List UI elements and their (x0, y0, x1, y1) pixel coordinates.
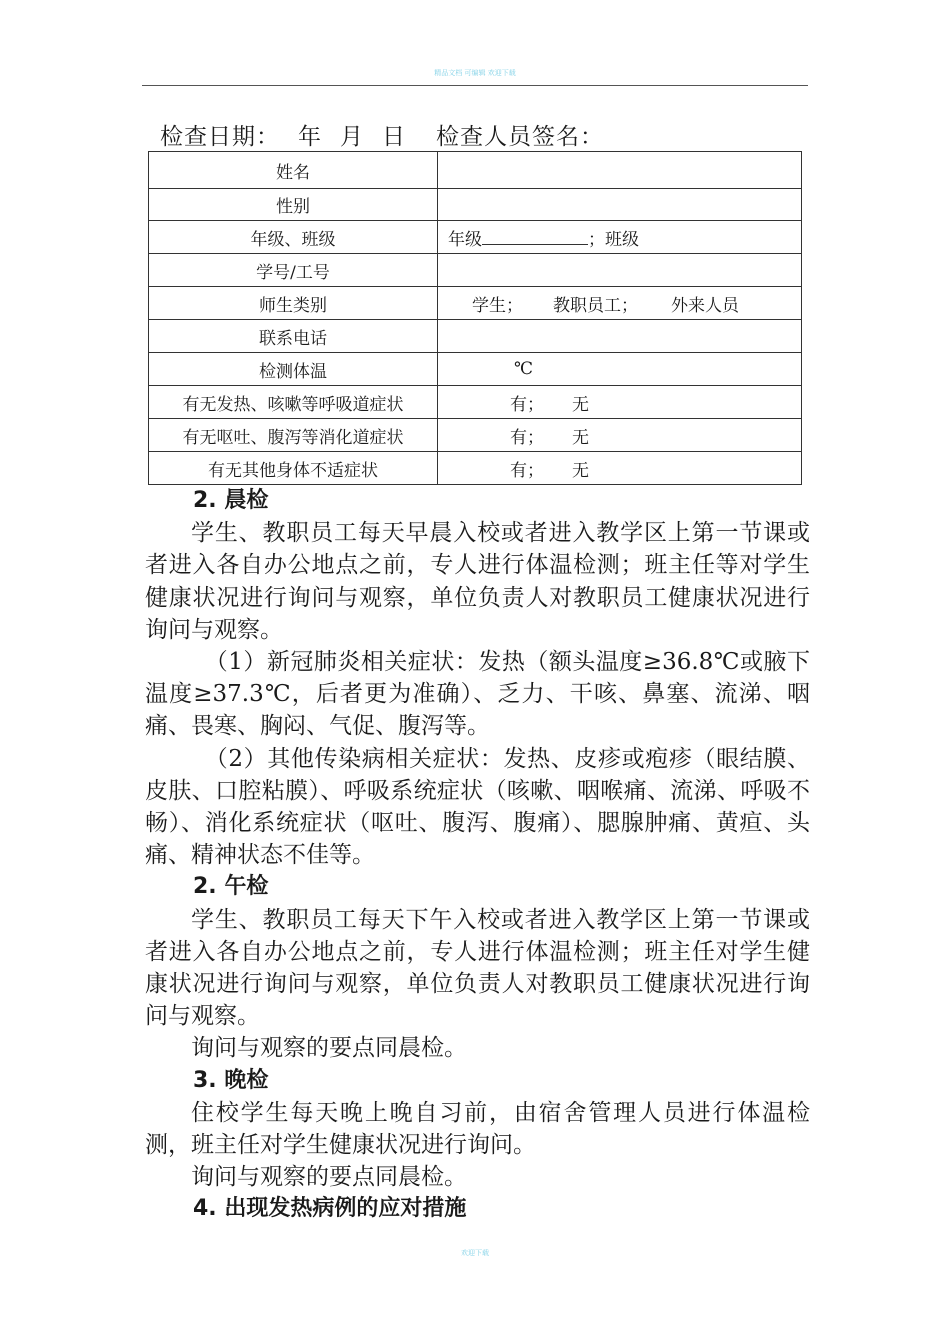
temperature-label: 检测体温 (149, 353, 438, 386)
grade-blank[interactable] (482, 230, 588, 245)
form-row (149, 287, 802, 320)
morning-check-heading: 2. 晨检 (193, 488, 269, 513)
phone-field[interactable] (438, 320, 802, 353)
evening-check-heading: 3. 晚检 (193, 1067, 269, 1093)
noon-check-note: 询问与观察的要点同晨检。 (191, 1035, 467, 1062)
day-label: 日 (382, 124, 406, 150)
month-label: 月 (340, 124, 364, 150)
header-rule (142, 85, 808, 86)
form-row (149, 452, 802, 485)
grade-text: 年级 (448, 229, 482, 250)
form-row (149, 320, 802, 353)
inspection-line (160, 118, 604, 151)
student-id-label: 学号/工号 (149, 254, 438, 287)
other-no-option[interactable]: 无 (572, 460, 589, 481)
document-body (145, 485, 810, 1226)
form-row (149, 254, 802, 287)
noon-check-paragraph: 学生、教职员工每天下午入校或者进入教学区上第一节课或者进入各自办公地点之前，专人进行体温检测；班主任对学生健康状况进行询问与观察，单位负责人对教职员工健康状况进行询问与观察。 (145, 906, 810, 1030)
category-option-staff[interactable]: 教职员工； (553, 295, 638, 316)
other-symptom-label: 有无其他身体不适症状 (149, 452, 438, 485)
digestive-symptom-field (438, 419, 802, 452)
evening-check-note: 询问与观察的要点同晨检。 (191, 1164, 467, 1191)
digestive-no-option[interactable]: 无 (572, 427, 589, 448)
gender-field[interactable] (438, 189, 802, 221)
year-label: 年 (298, 124, 322, 150)
respiratory-yes-option[interactable]: 有； (510, 394, 544, 415)
gender-label: 性别 (149, 189, 438, 221)
covid-symptoms-paragraph: （1）新冠肺炎相关症状：发热（额头温度≥36.8℃或腋下温度≥37.3℃，后者更为准确）、乏力、干咳、鼻塞、流涕、咽痛、畏寒、胸闷、气促、腹泻等。 (145, 649, 810, 740)
footer-watermark: 欢迎下载 (461, 1249, 489, 1257)
evening-check-paragraph: 住校学生每天晚上晚自习前，由宿舍管理人员进行体温检测，班主任对学生健康状况进行询问。 (145, 1099, 810, 1159)
grade-class-label: 年级、班级 (149, 221, 438, 254)
inspector-signature-label: 检查人员签名： (436, 124, 604, 150)
date-label: 检查日期： (160, 124, 280, 150)
celsius-unit: ℃ (514, 359, 534, 379)
respiratory-symptom-field (438, 386, 802, 419)
fever-response-heading: 4. 出现发热病例的应对措施 (193, 1196, 467, 1222)
form-row (149, 386, 802, 419)
category-field (438, 287, 802, 320)
temperature-field[interactable] (438, 353, 802, 386)
respiratory-no-option[interactable]: 无 (572, 394, 589, 415)
phone-label: 联系电话 (149, 320, 438, 353)
category-option-student[interactable]: 学生； (472, 295, 523, 316)
student-id-field[interactable] (438, 254, 802, 287)
morning-check-paragraph: 学生、教职员工每天早晨入校或者进入教学区上第一节课或者进入各自办公地点之前，专人进行体温检测；班主任等对学生健康状况进行询问与观察，单位负责人对教职员工健康状况进行询问与观察。 (145, 520, 810, 643)
respiratory-symptom-label: 有无发热、咳嗽等呼吸道症状 (149, 386, 438, 419)
form-row (149, 353, 802, 386)
category-option-visitor[interactable]: 外来人员 (671, 295, 739, 316)
form-row (149, 221, 802, 254)
category-label: 师生类别 (149, 287, 438, 320)
name-label: 姓名 (149, 152, 438, 189)
form-row (149, 189, 802, 221)
class-text: ；班级 (588, 229, 639, 250)
health-check-form (148, 151, 802, 485)
digestive-symptom-label: 有无呕吐、腹泻等消化道症状 (149, 419, 438, 452)
digestive-yes-option[interactable]: 有； (510, 427, 544, 448)
form-row (149, 419, 802, 452)
header-watermark: 精品文档 可编辑 欢迎下载 (434, 69, 516, 77)
other-symptom-field (438, 452, 802, 485)
form-row (149, 152, 802, 189)
other-disease-symptoms-paragraph: （2）其他传染病相关症状：发热、皮疹或疱疹（眼结膜、皮肤、口腔粘膜）、呼吸系统症状（咳嗽、咽喉痛、流涕、呼吸不畅）、消化系统症状（呕吐、腹泻、腹痛）、腮腺肿痛、黄疸、头痛、精神状态不佳等。 (145, 745, 810, 869)
other-yes-option[interactable]: 有； (510, 460, 544, 481)
name-field[interactable] (438, 152, 802, 189)
grade-class-field[interactable] (438, 221, 802, 254)
noon-check-heading: 2. 午检 (193, 874, 269, 900)
